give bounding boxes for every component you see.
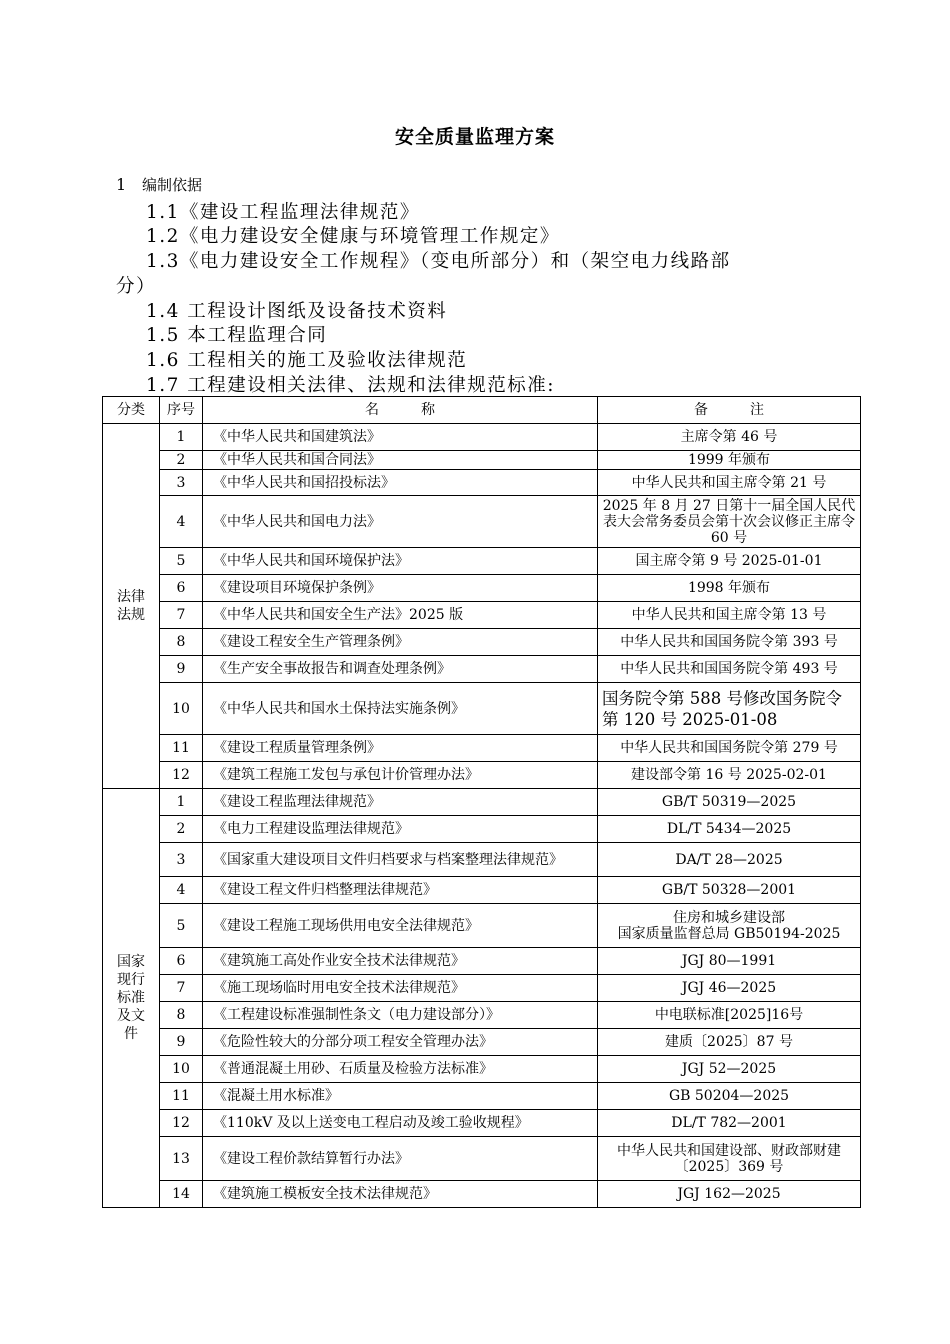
regulation-note: 中华人民共和国主席令第 21 号 bbox=[598, 470, 861, 496]
regulation-note: 中华人民共和国主席令第 13 号 bbox=[598, 602, 861, 629]
section-heading bbox=[116, 174, 202, 195]
category-cell bbox=[103, 789, 160, 1208]
table-header-row bbox=[103, 397, 861, 424]
table-row bbox=[103, 424, 861, 451]
basis-item: 1.1《建设工程监理法律规范》 bbox=[146, 202, 420, 223]
regulation-name: 《中华人民共和国安全生产法》2025 版 bbox=[203, 602, 598, 629]
regulation-note: 中电联标准[2025]16号 bbox=[598, 1002, 861, 1029]
regulation-note: DL/T 782—2001 bbox=[598, 1110, 861, 1137]
document-title: 安全质量监理方案 bbox=[394, 126, 555, 148]
regulation-name: 《建设工程文件归档整理法律规范》 bbox=[203, 877, 598, 904]
row-number: 7 bbox=[160, 602, 203, 629]
table-row bbox=[103, 816, 861, 843]
regulation-note: GB 50204—2025 bbox=[598, 1083, 861, 1110]
table-body bbox=[103, 424, 861, 1208]
table-row bbox=[103, 1181, 861, 1208]
row-number: 9 bbox=[160, 656, 203, 683]
table-row bbox=[103, 575, 861, 602]
regulation-name: 《中华人民共和国招投标法》 bbox=[203, 470, 598, 496]
regulation-note: JGJ 46—2025 bbox=[598, 975, 861, 1002]
row-number: 14 bbox=[160, 1181, 203, 1208]
basis-item: 1.6 工程相关的施工及验收法律规范 bbox=[146, 350, 468, 371]
regulation-note: 国务院令第 588 号修改国务院令第 120 号 2025-01-08 bbox=[598, 683, 861, 735]
regulation-name: 《建设工程质量管理条例》 bbox=[203, 735, 598, 762]
row-number: 8 bbox=[160, 1002, 203, 1029]
regulation-name: 《建设工程监理法律规范》 bbox=[203, 789, 598, 816]
regulation-name: 《混凝土用水标准》 bbox=[203, 1083, 598, 1110]
regulation-name: 《建筑施工高处作业安全技术法律规范》 bbox=[203, 948, 598, 975]
row-number: 4 bbox=[160, 877, 203, 904]
regulation-name: 《110kV 及以上送变电工程启动及竣工验收规程》 bbox=[203, 1110, 598, 1137]
regulation-name: 《建设项目环境保护条例》 bbox=[203, 575, 598, 602]
basis-item-continuation: 分） bbox=[116, 276, 157, 297]
row-number: 6 bbox=[160, 948, 203, 975]
regulation-name: 《工程建设标准强制性条文（电力建设部分）》 bbox=[203, 1002, 598, 1029]
row-number: 2 bbox=[160, 451, 203, 470]
row-number: 5 bbox=[160, 548, 203, 575]
regulation-note: 1998 年颁布 bbox=[598, 575, 861, 602]
regulation-name: 《中华人民共和国环境保护法》 bbox=[203, 548, 598, 575]
regulations-table bbox=[102, 396, 861, 1208]
regulation-name: 《中华人民共和国合同法》 bbox=[203, 451, 598, 470]
basis-item: 1.4 工程设计图纸及设备技术资料 bbox=[146, 301, 448, 322]
row-number: 7 bbox=[160, 975, 203, 1002]
section-number: 1 bbox=[116, 175, 127, 194]
row-number: 3 bbox=[160, 843, 203, 877]
table-row bbox=[103, 904, 861, 948]
table-row bbox=[103, 948, 861, 975]
table-row bbox=[103, 843, 861, 877]
regulation-note: JGJ 52—2025 bbox=[598, 1056, 861, 1083]
row-number: 12 bbox=[160, 1110, 203, 1137]
row-number: 4 bbox=[160, 496, 203, 548]
category-cell bbox=[103, 424, 160, 789]
row-number: 11 bbox=[160, 735, 203, 762]
row-number: 2 bbox=[160, 816, 203, 843]
basis-item: 1.3《电力建设安全工作规程》（变电所部分）和（架空电力线路部 bbox=[146, 251, 731, 272]
regulation-name: 《建设工程施工现场供用电安全法律规范》 bbox=[203, 904, 598, 948]
regulation-note: 中华人民共和国国务院令第 493 号 bbox=[598, 656, 861, 683]
regulation-note: 建质〔2025〕87 号 bbox=[598, 1029, 861, 1056]
regulation-note: 2025 年 8 月 27 日第十一届全国人民代表大会常务委员会第十次会议修正主席令 60 号 bbox=[598, 496, 861, 548]
table-row bbox=[103, 683, 861, 735]
row-number: 6 bbox=[160, 575, 203, 602]
regulation-note: 国主席令第 9 号 2025-01-01 bbox=[598, 548, 861, 575]
section-title: 编制依据 bbox=[142, 176, 203, 194]
regulation-name: 《建设工程安全生产管理条例》 bbox=[203, 629, 598, 656]
table-row bbox=[103, 470, 861, 496]
regulation-name: 《生产安全事故报告和调查处理条例》 bbox=[203, 656, 598, 683]
regulation-name: 《电力工程建设监理法律规范》 bbox=[203, 816, 598, 843]
regulation-note: DA/T 28—2025 bbox=[598, 843, 861, 877]
basis-item: 1.7 工程建设相关法律、法规和法律规范标准: bbox=[146, 375, 556, 396]
category-label: 国家现行标准及文件 bbox=[117, 954, 145, 1042]
regulation-name: 《普通混凝土用砂、石质量及检验方法标准》 bbox=[203, 1056, 598, 1083]
row-number: 3 bbox=[160, 470, 203, 496]
table-row bbox=[103, 877, 861, 904]
regulation-note: 1999 年颁布 bbox=[598, 451, 861, 470]
regulation-note: 主席令第 46 号 bbox=[598, 424, 861, 451]
regulation-name: 《中华人民共和国建筑法》 bbox=[203, 424, 598, 451]
row-number: 8 bbox=[160, 629, 203, 656]
row-number: 1 bbox=[160, 424, 203, 451]
table-row bbox=[103, 1137, 861, 1181]
regulation-note: JGJ 162—2025 bbox=[598, 1181, 861, 1208]
table-row bbox=[103, 548, 861, 575]
table-row bbox=[103, 1002, 861, 1029]
regulation-note: DL/T 5434—2025 bbox=[598, 816, 861, 843]
regulation-name: 《中华人民共和国水土保持法实施条例》 bbox=[203, 683, 598, 735]
row-number: 5 bbox=[160, 904, 203, 948]
regulation-name: 《建设工程价款结算暂行办法》 bbox=[203, 1137, 598, 1181]
table-row bbox=[103, 1110, 861, 1137]
regulation-note: JGJ 80—1991 bbox=[598, 948, 861, 975]
table-row bbox=[103, 1029, 861, 1056]
row-number: 10 bbox=[160, 1056, 203, 1083]
table-row bbox=[103, 762, 861, 789]
table-row bbox=[103, 789, 861, 816]
regulation-note: 中华人民共和国建设部、财政部财建〔2025〕369 号 bbox=[598, 1137, 861, 1181]
header-category: 分类 bbox=[103, 397, 160, 424]
table-row bbox=[103, 656, 861, 683]
table-row bbox=[103, 1083, 861, 1110]
row-number: 12 bbox=[160, 762, 203, 789]
regulation-note: 中华人民共和国国务院令第 279 号 bbox=[598, 735, 861, 762]
header-note: 备 注 bbox=[598, 397, 861, 424]
row-number: 1 bbox=[160, 789, 203, 816]
regulation-name: 《建筑施工模板安全技术法律规范》 bbox=[203, 1181, 598, 1208]
regulation-note: GB/T 50319—2025 bbox=[598, 789, 861, 816]
header-no: 序号 bbox=[160, 397, 203, 424]
row-number: 10 bbox=[160, 683, 203, 735]
regulation-name: 《国家重大建设项目文件归档要求与档案整理法律规范》 bbox=[203, 843, 598, 877]
regulation-name: 《中华人民共和国电力法》 bbox=[203, 496, 598, 548]
table-row bbox=[103, 451, 861, 470]
table-row bbox=[103, 1056, 861, 1083]
table-row bbox=[103, 496, 861, 548]
regulation-note: 建设部令第 16 号 2025-02-01 bbox=[598, 762, 861, 789]
category-label: 法律法规 bbox=[117, 589, 145, 623]
table-row bbox=[103, 629, 861, 656]
table-row bbox=[103, 602, 861, 629]
header-name: 名 称 bbox=[203, 397, 598, 424]
regulation-note: GB/T 50328—2001 bbox=[598, 877, 861, 904]
row-number: 9 bbox=[160, 1029, 203, 1056]
row-number: 13 bbox=[160, 1137, 203, 1181]
regulation-note: 住房和城乡建设部 国家质量监督总局 GB50194-2025 bbox=[598, 904, 861, 948]
basis-item: 1.2《电力建设安全健康与环境管理工作规定》 bbox=[146, 226, 560, 247]
table-row bbox=[103, 975, 861, 1002]
table-row bbox=[103, 735, 861, 762]
regulation-note: 中华人民共和国国务院令第 393 号 bbox=[598, 629, 861, 656]
regulation-name: 《危险性较大的分部分项工程安全管理办法》 bbox=[203, 1029, 598, 1056]
row-number: 11 bbox=[160, 1083, 203, 1110]
basis-item: 1.5 本工程监理合同 bbox=[146, 325, 328, 346]
regulation-name: 《建筑工程施工发包与承包计价管理办法》 bbox=[203, 762, 598, 789]
regulation-name: 《施工现场临时用电安全技术法律规范》 bbox=[203, 975, 598, 1002]
